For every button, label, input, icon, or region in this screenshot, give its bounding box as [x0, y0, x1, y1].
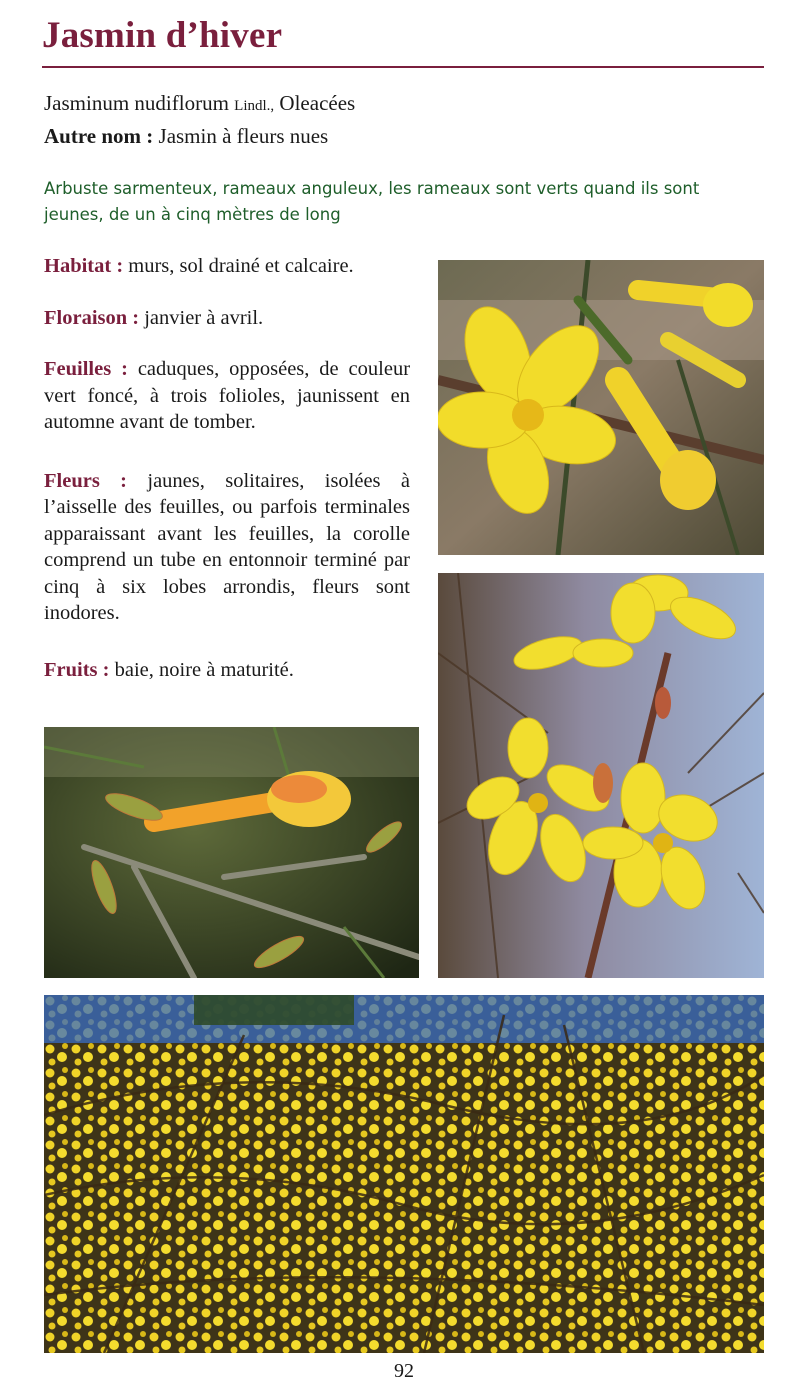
section-text: janvier à avril. — [144, 306, 264, 329]
other-name-label: Autre nom : — [44, 124, 154, 148]
section-label: Habitat : — [44, 255, 124, 277]
section-fleurs — [44, 468, 410, 627]
photo-flower-bud — [44, 727, 419, 978]
section-habitat — [44, 253, 410, 280]
section-feuilles — [44, 356, 410, 436]
photo-flowering-branch — [438, 573, 764, 978]
section-text: murs, sol drainé et calcaire. — [128, 255, 354, 277]
scientific-name-line — [44, 88, 355, 121]
title-divider — [42, 66, 764, 68]
section-label: Feuilles : — [44, 358, 128, 380]
section-label: Floraison : — [44, 306, 140, 329]
section-label: Fleurs : — [44, 469, 127, 492]
description: Arbuste sarmenteux, rameaux anguleux, les rameaux sont verts quand ils sont jeunes, de un à cinq mètres de long — [44, 179, 700, 224]
characteristics-column — [44, 253, 410, 708]
author-abbrev: Lindl., — [234, 98, 275, 114]
page-title: Jasmin d’hiver — [42, 15, 283, 56]
photo-flower-closeup — [438, 260, 764, 555]
section-floraison — [44, 305, 410, 332]
section-fruits — [44, 657, 410, 684]
page-number: 92 — [394, 1360, 414, 1382]
scientific-block — [44, 88, 355, 151]
other-name-line — [44, 121, 355, 151]
section-text: jaunes, solitaires, isolées à l’aisselle des feuilles, ou parfois terminales apparaissant avant les feuilles, la corolle comprend un tube en entonnoir terminé par cinq à six lobes arrondis, fleurs sont inodores. — [44, 469, 411, 624]
scientific-name: Jasminum nudiflorum — [44, 91, 229, 115]
other-name: Jasmin à fleurs nues — [158, 124, 329, 148]
section-text: baie, noire à maturité. — [114, 658, 294, 681]
section-label: Fruits : — [44, 658, 110, 681]
photo-flowering-shrub — [44, 995, 764, 1353]
section-text: caduques, opposées, de couleur vert foncé, à trois folioles, jaunissent en automne avant de tomber. — [44, 358, 411, 433]
family-name: Oleacées — [279, 91, 356, 115]
